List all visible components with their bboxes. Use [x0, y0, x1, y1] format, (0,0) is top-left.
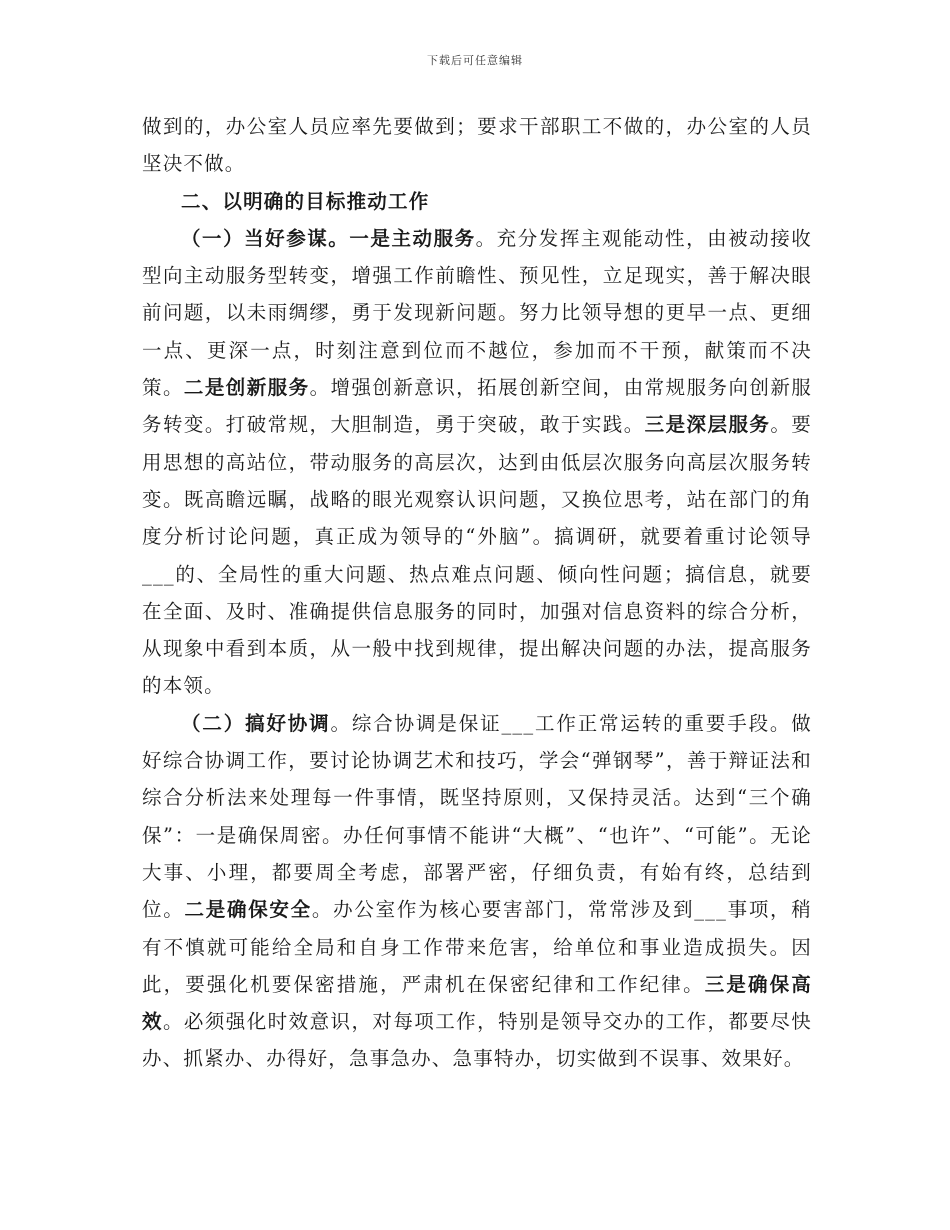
- point-title-3: 三是深层服务: [644, 413, 771, 437]
- point-text-2: 。增强创新意识，拓展创新空间，由常规服务向创新服务转变。打破常规，大胆制造，勇于突破，敢于实践。: [142, 376, 812, 437]
- point-title-1: 一是主动服务: [349, 226, 476, 250]
- page-header: 下载后可任意编辑: [427, 54, 523, 67]
- subsection-title: （二）搞好协调: [181, 711, 331, 735]
- paragraph-advisor: [142, 220, 812, 705]
- point-text-2: 。办公室作为核心要害部门，常常涉及到___事项，稍有不慎就可能给全局和自身工作带来危害，给单位和事业造成损失。因此，要强化机要保密措施，严肃机在保密纪律和工作纪律。: [142, 898, 812, 996]
- point-text-1: 。综合协调是保证___工作正常运转的重要手段。做好综合协调工作，要讨论协调艺术和技巧，学会“弹钢琴”，善于辩证法和综合分析法来处理每一件事情，既坚持原则，又保持灵活。达到“三个确保”：一是确保周密。办任何事情不能讲“大概”、“也许”、“可能”。无论大事、小理，都要周全考虑，部署严密，仔细负责，有始有终，总结到位。: [142, 711, 812, 922]
- paragraph-continuation: 做到的，办公室人员应率先要做到；要求干部职工不做的，办公室的人员坚决不做。: [142, 115, 812, 176]
- point-text-3: 。必须强化时效意识，对每项工作，特别是领导交办的工作，都要尽快办、抓紧办、办得好，急事急办、急事特办，切实做到不误事、效果好。: [142, 1010, 813, 1071]
- section-heading: 二、以明确的目标推动工作: [181, 189, 430, 213]
- document-body: [142, 108, 812, 1078]
- point-text-3: 。要用思想的高站位，带动服务的高层次，达到由低层次服务向高层次服务转变。既高瞻远瞩，战略的眼光观察认识问题，又换位思考，站在部门的角度分析讨论问题，真正成为领导的“外脑”。搞调研，就要着重讨论领导___的、全局性的重大问题、热点难点问题、倾向性问题；搞信息，就要在全面、及时、准确提供信息服务的同时，加强对信息资料的综合分析，从现象中看到本质，从一般中找到规律，提出解决问题的办法，提高服务的本领。: [142, 413, 812, 698]
- point-title-3: 三是确保高效: [142, 972, 812, 1034]
- point-title-2: 二是确保安全: [184, 898, 312, 922]
- paragraph-coordination: [142, 705, 812, 1078]
- point-text-1: 。充分发挥主观能动性，由被动接收型向主动服务型转变，增强工作前瞻性、预见性，立足现实，善于解决眼前问题，以未雨绸缪，勇于发现新问题。努力比领导想的更早一点、更细一点、更深一点，时刻注意到位而不越位，参加而不干预，献策而不决策。: [142, 226, 813, 400]
- subsection-title: （一）当好参谋。: [181, 226, 350, 250]
- point-title-2: 二是创新服务: [183, 376, 310, 400]
